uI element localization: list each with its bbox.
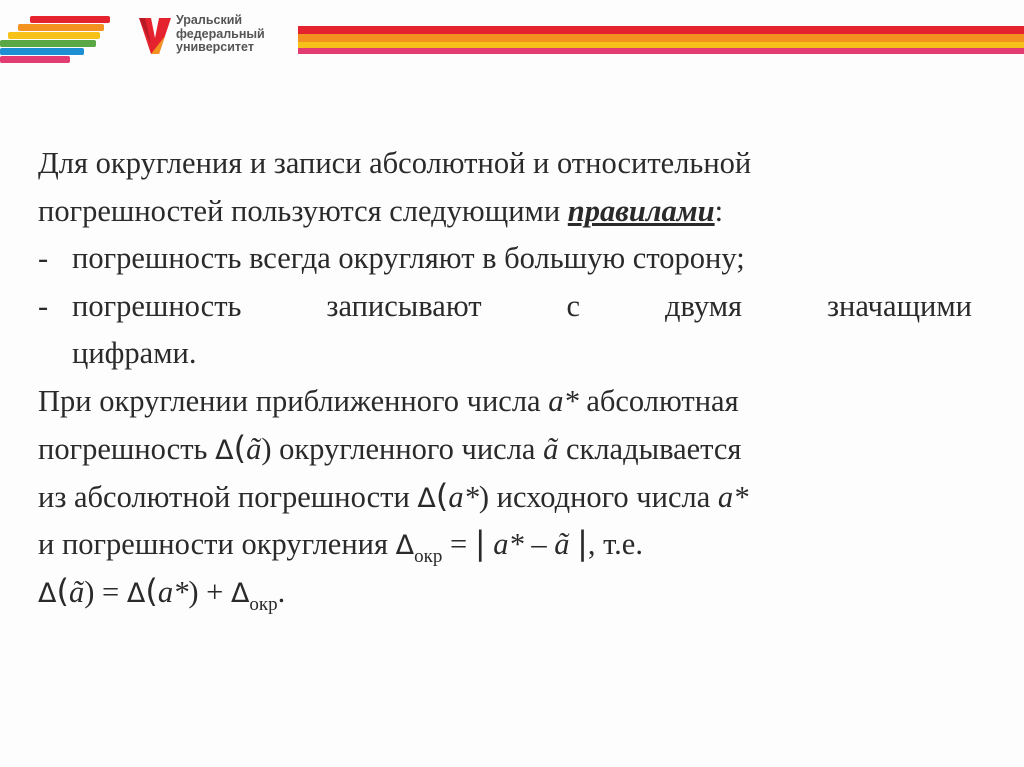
math-var: ã bbox=[246, 432, 262, 466]
text: исходного числа bbox=[489, 479, 718, 514]
paren: ) bbox=[261, 432, 272, 466]
text: с bbox=[566, 288, 581, 323]
abs-bar: | bbox=[474, 524, 486, 562]
math-var: a* bbox=[548, 383, 579, 418]
text: абсолютная bbox=[578, 383, 739, 418]
text-line bbox=[38, 425, 972, 473]
text: + bbox=[198, 574, 231, 609]
math-var: ã bbox=[68, 574, 85, 609]
paren: ) bbox=[84, 574, 95, 609]
math-var: a* bbox=[448, 479, 479, 514]
delta-symbol: Δ bbox=[395, 530, 415, 561]
delta-symbol: Δ bbox=[417, 482, 436, 514]
text: из абсолютной погрешности bbox=[38, 479, 418, 514]
paren: ( bbox=[233, 429, 247, 467]
text: , т.е. bbox=[587, 527, 643, 561]
paren: ) bbox=[478, 479, 490, 514]
delta-symbol: Δ bbox=[38, 577, 57, 609]
subscript: окр bbox=[249, 593, 278, 615]
text: = bbox=[94, 574, 127, 609]
math-var: ã bbox=[543, 432, 559, 466]
math-var: a* bbox=[493, 527, 524, 561]
text: погрешность bbox=[72, 288, 242, 323]
text: записывают bbox=[326, 288, 482, 323]
text: округленного числа bbox=[271, 432, 544, 466]
decorative-bar bbox=[298, 26, 1024, 54]
text-line bbox=[38, 140, 972, 188]
slide-text bbox=[38, 140, 972, 615]
text: погрешность всегда округляют в большую сторону; bbox=[72, 241, 745, 275]
formula-line bbox=[38, 568, 972, 616]
text: погрешностей пользуются следующими bbox=[38, 193, 568, 228]
subscript: окр bbox=[414, 546, 443, 567]
text-line bbox=[38, 473, 972, 521]
text: : bbox=[714, 193, 724, 228]
logo-line: федеральный bbox=[176, 26, 265, 41]
text-line bbox=[38, 378, 972, 426]
text: . bbox=[277, 574, 286, 609]
text: = bbox=[442, 527, 475, 561]
text: Для округления и записи абсолютной и относительной bbox=[38, 146, 752, 180]
decorative-stripes bbox=[0, 16, 110, 60]
logo-line: университет bbox=[176, 40, 254, 54]
university-logo bbox=[137, 14, 173, 58]
delta-symbol: Δ bbox=[215, 435, 234, 466]
text: двумя bbox=[664, 288, 743, 323]
header bbox=[0, 0, 1024, 70]
text: значащими bbox=[827, 288, 972, 323]
paren: ( bbox=[145, 571, 158, 610]
list-item bbox=[38, 283, 972, 331]
text: При округлении приближенного числа bbox=[38, 383, 549, 418]
text: и погрешности округления bbox=[38, 527, 396, 561]
abs-bar: | bbox=[577, 524, 588, 562]
bullet-dash: - bbox=[38, 288, 49, 323]
delta-symbol: Δ bbox=[126, 577, 146, 609]
text: погрешность bbox=[38, 432, 216, 466]
text: – bbox=[523, 527, 555, 561]
paren: ( bbox=[56, 571, 69, 610]
emphasis-text: правилами bbox=[567, 193, 715, 228]
university-name bbox=[176, 14, 265, 55]
paren: ( bbox=[435, 476, 449, 515]
logo-line: Уральский bbox=[176, 13, 243, 27]
paren: ) bbox=[188, 574, 199, 609]
list-item-continuation bbox=[38, 330, 972, 378]
math-var: ã bbox=[554, 527, 570, 561]
text-line bbox=[38, 188, 972, 236]
list-item bbox=[38, 235, 972, 283]
text-line bbox=[38, 520, 972, 568]
delta-symbol: Δ bbox=[230, 577, 250, 609]
math-var: a* bbox=[157, 574, 189, 609]
bullet-dash: - bbox=[38, 241, 49, 275]
text: складывается bbox=[558, 432, 742, 466]
math-var: a* bbox=[717, 479, 749, 514]
text: цифрами. bbox=[72, 336, 197, 370]
